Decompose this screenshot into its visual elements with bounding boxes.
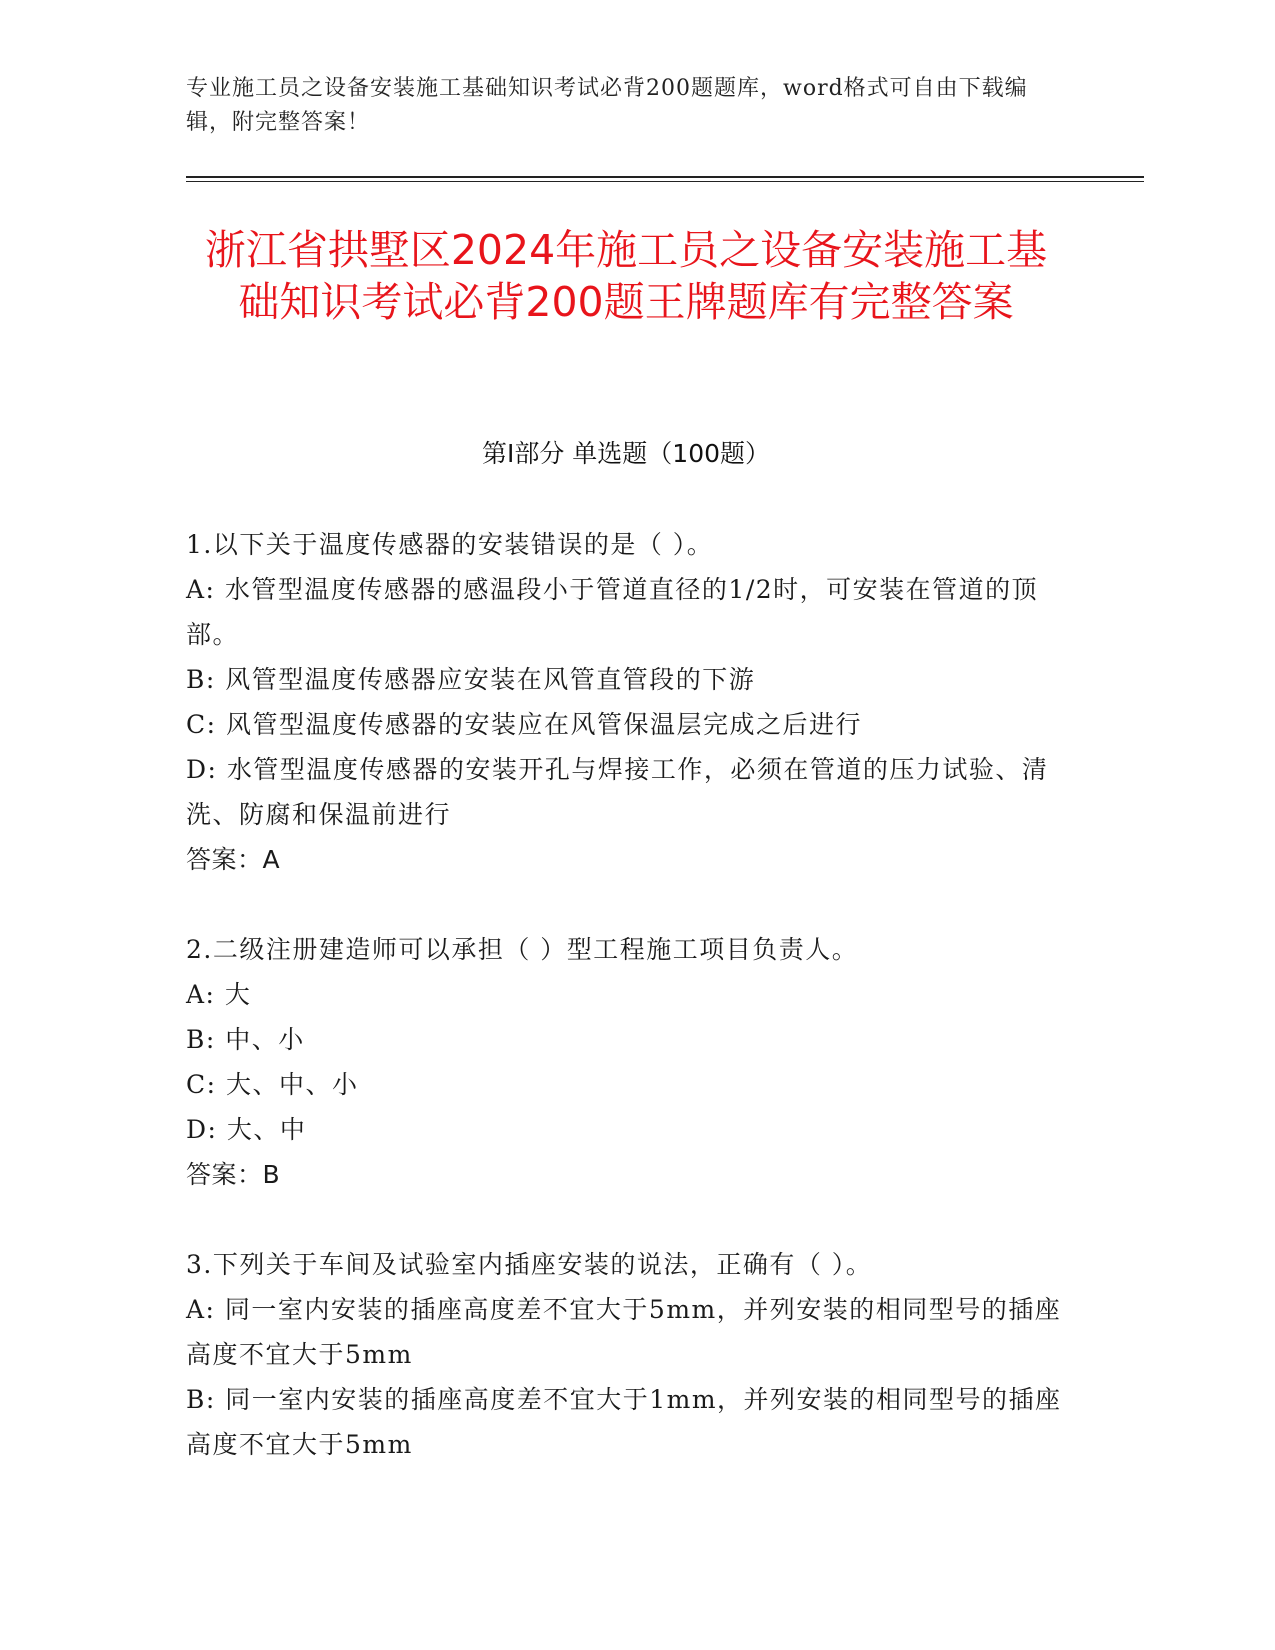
question-stem: 2.二级注册建造师可以承担（ ）型工程施工项目负责人。: [186, 935, 859, 964]
option-c: C: 大、中、小: [186, 1070, 359, 1099]
question-spacer: [186, 882, 1066, 927]
answer-line: 答案：B: [186, 1160, 281, 1189]
document-title: 浙江省拱墅区2024年施工员之设备安装施工基础知识考试必背200题王牌题库有完整答案: [204, 226, 1048, 326]
option-b: B: 同一室内安装的插座高度差不宜大于1mm，并列安装的相同型号的插座高度不宜大于5mm: [186, 1385, 1062, 1459]
option-d: D: 大、中: [186, 1115, 307, 1144]
question-1: [186, 522, 1066, 882]
question-3: [186, 1242, 1066, 1467]
question-2: [186, 927, 1066, 1197]
section-title: 第Ⅰ部分 单选题（100题）: [481, 439, 771, 468]
answer-line: 答案：A: [186, 845, 281, 874]
question-stem: 3.下列关于车间及试验室内插座安装的说法，正确有（ ）。: [186, 1250, 873, 1279]
option-b: B: 风管型温度传感器应安装在风管直管段的下游: [186, 665, 756, 694]
option-b: B: 中、小: [186, 1025, 305, 1054]
question-spacer: [186, 1197, 1066, 1242]
option-d: D: 水管型温度传感器的安装开孔与焊接工作，必须在管道的压力试验、清洗、防腐和保温前进行: [186, 755, 1049, 829]
question-list: [186, 522, 1066, 1467]
question-stem: 1.以下关于温度传感器的安装错误的是（ ）。: [186, 530, 714, 559]
option-a: A: 同一室内安装的插座高度差不宜大于5mm，并列安装的相同型号的插座高度不宜大于5mm: [186, 1295, 1062, 1369]
option-a: A: 水管型温度传感器的感温段小于管道直径的1/2时，可安装在管道的顶部。: [186, 575, 1039, 649]
header-divider-thick: [186, 176, 1144, 178]
option-a: A: 大: [186, 980, 252, 1009]
option-c: C: 风管型温度传感器的安装应在风管保温层完成之后进行: [186, 710, 863, 739]
header-divider-thin: [186, 181, 1144, 182]
header-note: 专业施工员之设备安装施工基础知识考试必背200题题库，word格式可自由下载编辑，附完整答案！: [186, 76, 1028, 135]
